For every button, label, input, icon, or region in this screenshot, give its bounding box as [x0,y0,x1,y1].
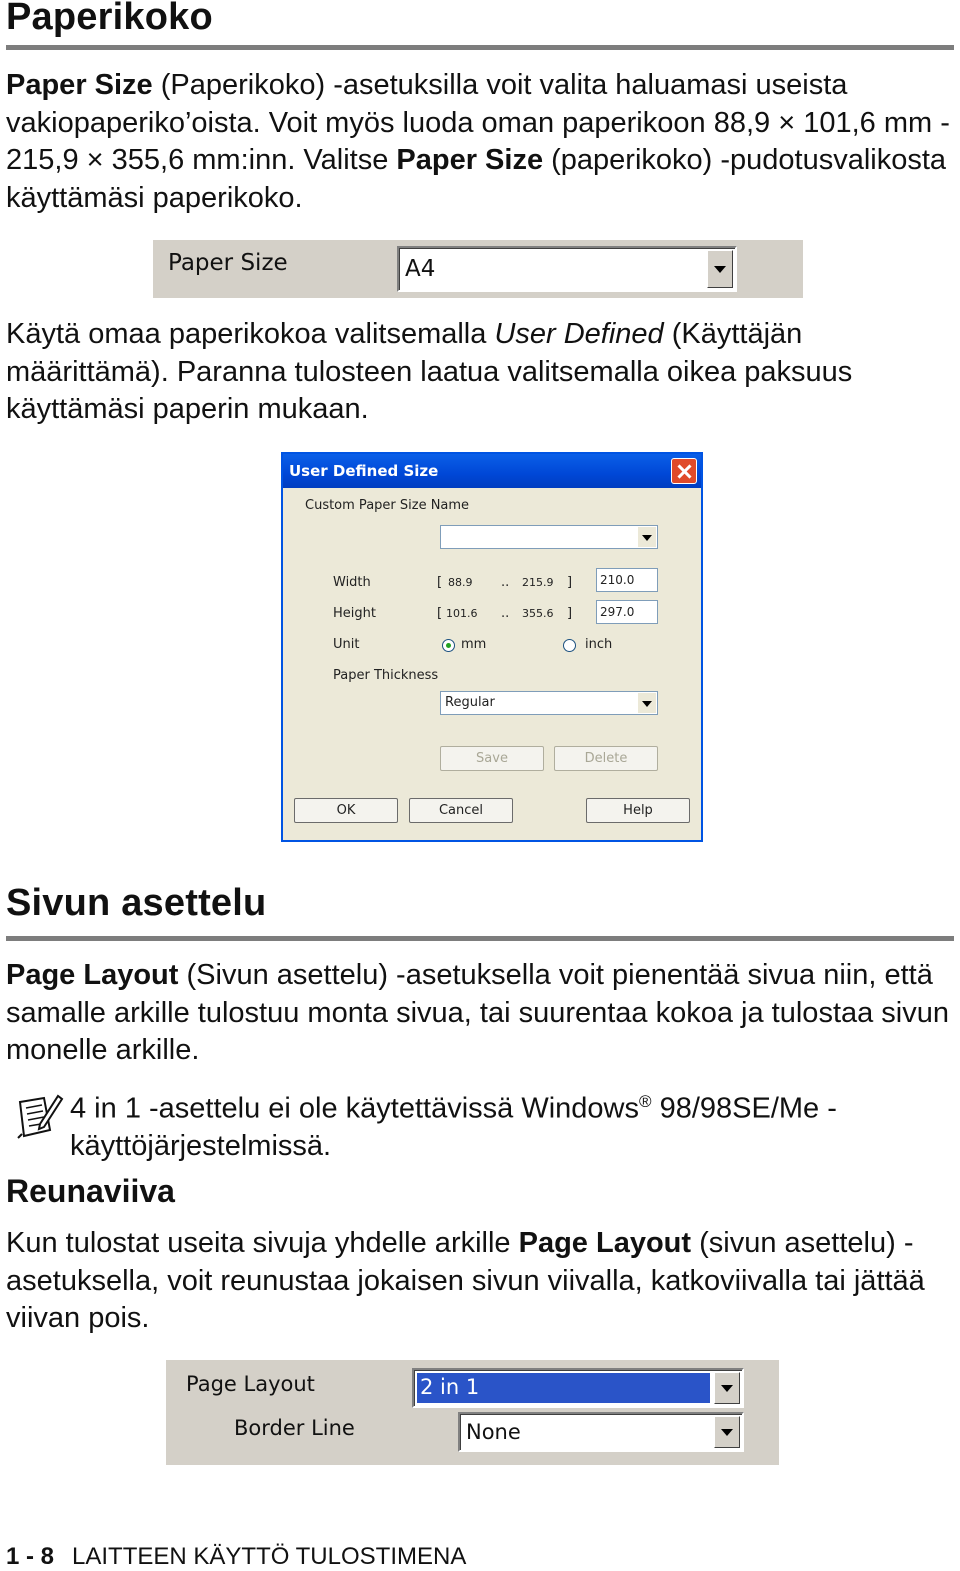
unit-mm-label: mm [461,637,487,652]
height-input[interactable]: 297.0 [596,600,658,624]
delete-button[interactable]: Delete [554,746,658,771]
height-range-open: [ [437,606,443,621]
note-pencil-icon [14,1090,64,1140]
page-footer [6,1543,466,1571]
page-layout-value: 2 in 1 [420,1375,480,1399]
section-rule [6,45,954,50]
width-label: Width [333,575,371,590]
custom-name-dropdown[interactable] [440,525,658,549]
user-defined-size-dialog [281,452,703,842]
bold-term: Paper Size [6,69,153,101]
section-rule [6,936,954,941]
paper-thickness-dropdown[interactable] [440,691,658,715]
border-line-value: None [466,1420,521,1444]
unit-inch-label: inch [585,637,613,652]
paper-size-dropdown[interactable] [397,246,737,292]
close-icon[interactable] [671,458,697,484]
bold-term: Page Layout [6,959,179,991]
save-button[interactable]: Save [440,746,544,771]
paper-thickness-label: Paper Thickness [333,668,439,683]
dialog-title-bar [283,454,701,488]
width-range-close: ] [567,575,573,590]
cancel-button[interactable]: Cancel [409,798,513,823]
unit-inch-radio[interactable] [563,639,576,652]
paragraph-page-layout: Page Layout (Sivun asettelu) -asetuksella voit pienentää sivua niin, että samalle arkille tulostuu monta sivua, tai suurentaa kokoa ja tulostaa sivun monelle arkille. [6,959,950,1066]
height-max: 355.6 [522,607,554,620]
section-title-paperikoko: Paperikoko [6,0,213,38]
help-button[interactable]: Help [586,798,690,823]
unit-mm-radio[interactable] [442,639,455,652]
section-title-sivun-asettelu: Sivun asettelu [6,882,267,924]
page-number: 1 - 8 [6,1543,55,1570]
border-line-label: Border Line [234,1416,355,1440]
ok-button[interactable]: OK [294,798,398,823]
paper-size-value: A4 [405,256,436,282]
italic-term: User Defined [494,318,664,350]
width-range-open: [ [437,575,443,590]
paper-size-label: Paper Size [168,250,288,276]
chevron-down-icon[interactable] [638,693,656,713]
width-range-sep: .. [501,575,510,590]
bold-term: Page Layout [518,1227,692,1259]
height-label: Height [333,606,376,621]
dialog-title: User Defined Size [289,462,439,480]
chevron-down-icon[interactable] [714,1416,740,1448]
page-layout-dropdown[interactable] [412,1368,744,1408]
paragraph-user-defined: Käytä omaa paperikokoa valitsemalla User Defined (Käyttäjän määrittämä). Paranna tulosteen laatua valitsemalla oikea paksuus käyttämäsi paperin mukaan. [6,318,853,425]
paper-thickness-value: Regular [445,695,495,710]
paragraph-border-line: Kun tulostat useita sivuja yhdelle arkille Page Layout (sivun asettelu) -asetuksella, voit reunustaa jokaisen sivun viivalla, katkoviivalla tai jättää viivan pois. [6,1227,925,1334]
note-text: 4 in 1 -asettelu ei ole käytettävissä Windows® 98/98SE/Me -käyttöjärjestelmissä. [70,1092,837,1163]
subsection-title-reunaviiva: Reunaviiva [6,1173,175,1209]
custom-name-label: Custom Paper Size Name [305,498,470,513]
chapter-title: LAITTEEN KÄYTTÖ TULOSTIMENA [72,1543,467,1570]
width-max: 215.9 [522,576,554,589]
page-layout-label: Page Layout [186,1372,315,1396]
chevron-down-icon[interactable] [714,1372,740,1404]
bold-term: Paper Size [396,144,544,176]
width-input[interactable]: 210.0 [596,568,658,592]
height-min: 101.6 [446,607,478,620]
height-range-close: ] [567,606,573,621]
chevron-down-icon[interactable] [638,527,656,547]
chevron-down-icon[interactable] [707,250,733,288]
unit-label: Unit [333,637,360,652]
paragraph-paper-size: Paper Size (Paperikoko) -asetuksilla voit valita haluamasi useista vakiopaperiko’oista. Voit myös luoda oman paperikoon 88,9 × 101,6 mm - 215,9 × 355,6 mm:inn. Valitse Paper Size (paperikoko) -pudotusvalikosta käyttämäsi paperikoko. [6,69,950,214]
border-line-dropdown[interactable] [458,1412,744,1452]
page-layout-panel [166,1360,779,1465]
width-min: 88.9 [448,576,473,589]
paper-size-panel [153,240,803,298]
height-range-sep: .. [501,606,510,621]
registered-mark: ® [639,1092,652,1111]
